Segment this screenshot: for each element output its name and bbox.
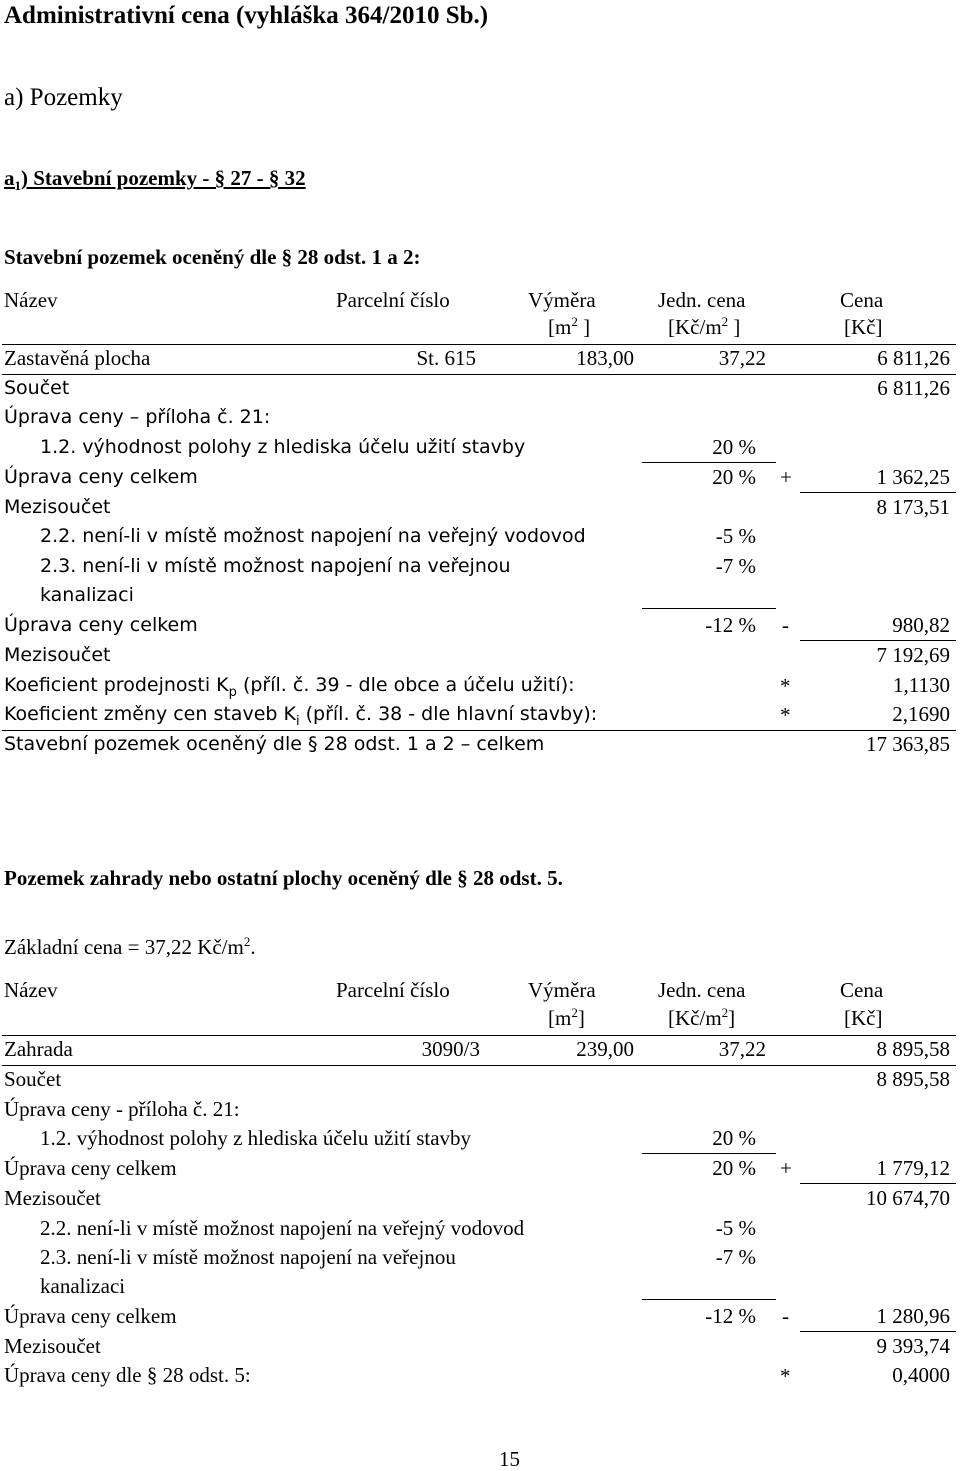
table-row-rule	[2, 374, 956, 375]
percent-rule	[642, 608, 776, 609]
header-cena-unit: [Kč]	[844, 315, 883, 339]
row-cena: 8 895,58	[876, 1037, 950, 1061]
block1-heading: Stavební pozemek oceněný dle § 28 odst. 1 a 2:	[4, 245, 421, 269]
section-heading: a) Pozemky	[4, 84, 123, 111]
item-2-3: 2.3. není-li v místě možnost napojení na veřejnou	[40, 1245, 456, 1269]
uprava-celkem-percent: 20 %	[712, 465, 756, 489]
mezisoucet-label: Mezisoučet	[4, 1334, 101, 1358]
item-1-2: 1.2. výhodnost polohy z hlediska účelu užití stavby	[40, 1126, 472, 1150]
header-jedn-cena: Jedn. cena	[658, 978, 746, 1002]
plus-sign: +	[780, 465, 792, 489]
block1-total-label: Stavební pozemek oceněný dle § 28 odst. 1 a 2 – celkem	[4, 733, 545, 755]
uprava-celkem-value: 1 280,96	[876, 1304, 950, 1328]
item-2-2-percent: -5 %	[715, 1216, 756, 1240]
document-title: Administrativní cena (vyhláška 364/2010 Sb.)	[4, 2, 489, 29]
mezisoucet-value: 7 192,69	[876, 643, 950, 667]
header-nazev: Název	[4, 978, 58, 1002]
header-jedn-cena-unit: [$Kč/m^2$ ]	[668, 314, 741, 339]
uprava-celkem-label: Úprava ceny celkem	[4, 1156, 177, 1180]
row-vymera: 183,00	[576, 346, 634, 370]
uprava-celkem-label: Úprava ceny celkem	[4, 466, 198, 488]
minus-sign: -	[782, 1304, 789, 1328]
item-2-3-continuation: kanalizaci	[40, 584, 134, 606]
soucet-label: Součet	[4, 1067, 62, 1091]
minus-sign: -	[782, 613, 789, 637]
table-header-rule	[2, 1035, 956, 1036]
header-parcelni-cislo: Parcelní číslo	[336, 288, 450, 312]
koeficient-zmeny-cen-label: Koeficient změny cen staveb $K_i$ (příl. č. 38 - dle hlavní stavby):	[4, 703, 598, 729]
multiply-sign: *	[780, 674, 791, 698]
table-header-rule	[2, 344, 956, 345]
header-parcelni-cislo: Parcelní číslo	[336, 978, 450, 1002]
zakladni-cena: Základní cena = 37,22 $Kč/m^2$.	[4, 934, 256, 959]
item-1-2-percent: 20 %	[712, 1126, 756, 1150]
item-2-2: 2.2. není-li v místě možnost napojení na veřejný vodovod	[40, 525, 586, 547]
mezisoucet-value: 9 393,74	[876, 1334, 950, 1358]
item-2-2-percent: -5 %	[715, 524, 756, 548]
mezisoucet-value: 10 674,70	[866, 1186, 950, 1210]
item-1-2: 1.2. výhodnost polohy z hlediska účelu užití stavby	[40, 436, 526, 458]
percent-rule	[642, 1299, 776, 1300]
header-vymera-unit: $[m^2]$	[548, 1005, 585, 1030]
row-parcelni-cislo: St. 615	[416, 346, 476, 370]
soucet-value: 6 811,26	[877, 376, 950, 400]
row-cena: 6 811,26	[877, 346, 950, 370]
uprava-dle-odst5-value: 0,4000	[892, 1363, 950, 1387]
koeficient-zmeny-cen-value: 2,1690	[892, 702, 950, 726]
plus-sign: +	[780, 1156, 792, 1180]
uprava-celkem-value: 980,82	[892, 613, 950, 637]
header-jedn-cena-unit: $[Kč/m^2]$	[668, 1005, 736, 1030]
total-rule	[2, 730, 956, 731]
mezisoucet-value: 8 173,51	[876, 495, 950, 519]
koeficient-prodejnosti-value: 1,1130	[893, 673, 950, 697]
row-nazev: Zastavěná plocha	[4, 346, 151, 370]
header-cena: Cena	[840, 978, 884, 1002]
item-1-2-percent: 20 %	[712, 435, 756, 459]
uprava-ceny-label: Úprava ceny - příloha č. 21:	[4, 1097, 240, 1121]
item-2-3-percent: -7 %	[715, 554, 756, 578]
uprava-celkem-percent: -12 %	[705, 1304, 756, 1328]
block2-heading: Pozemek zahrady nebo ostatní plochy oceněný dle § 28 odst. 5.	[4, 866, 563, 890]
uprava-celkem-value: 1 779,12	[876, 1156, 950, 1180]
header-cena: Cena	[840, 288, 884, 312]
header-vymera-unit: [$m^2$ ]	[548, 314, 591, 339]
uprava-dle-odst5-label: Úprava ceny dle § 28 odst. 5:	[4, 1363, 251, 1387]
item-2-3-continuation: kanalizaci	[40, 1274, 126, 1298]
soucet-label: Součet	[4, 377, 70, 399]
header-jedn-cena: Jedn. cena	[658, 288, 746, 312]
value-rule	[800, 1183, 956, 1184]
row-jedn-cena: 37,22	[718, 346, 766, 370]
subsection-heading: $a_1$) Stavební pozemky - § 27 - § 32	[4, 166, 306, 194]
header-vymera: Výměra	[528, 978, 596, 1002]
page-number: 15	[499, 1447, 520, 1471]
row-vymera: 239,00	[576, 1037, 634, 1061]
multiply-sign: *	[780, 1364, 791, 1388]
header-vymera: Výměra	[528, 288, 596, 312]
header-cena-unit: [Kč]	[844, 1006, 883, 1030]
uprava-celkem-percent: 20 %	[712, 1156, 756, 1180]
multiply-sign: *	[780, 703, 791, 727]
value-rule	[800, 640, 956, 641]
row-jedn-cena: 37,22	[718, 1037, 766, 1061]
percent-rule	[642, 1153, 776, 1154]
item-2-3-percent: -7 %	[715, 1245, 756, 1269]
uprava-celkem-label: Úprava ceny celkem	[4, 1304, 177, 1328]
mezisoucet-label: Mezisoučet	[4, 1186, 101, 1210]
item-2-2: 2.2. není-li v místě možnost napojení na veřejný vodovod	[40, 1216, 525, 1240]
uprava-celkem-label: Úprava ceny celkem	[4, 614, 198, 636]
uprava-ceny-label: Úprava ceny – příloha č. 21:	[4, 406, 271, 428]
item-2-3: 2.3. není-li v místě možnost napojení na veřejnou	[40, 555, 511, 577]
uprava-celkem-value: 1 362,25	[876, 465, 950, 489]
header-nazev: Název	[4, 288, 58, 312]
value-rule	[800, 1331, 956, 1332]
value-rule	[800, 492, 956, 493]
percent-rule	[642, 462, 776, 463]
table-row-rule	[2, 1065, 956, 1066]
row-nazev: Zahrada	[4, 1037, 73, 1061]
uprava-celkem-percent: -12 %	[705, 613, 756, 637]
block1-total-value: 17 363,85	[866, 732, 950, 756]
mezisoucet-label: Mezisoučet	[4, 496, 111, 518]
soucet-value: 8 895,58	[876, 1067, 950, 1091]
koeficient-prodejnosti-label: Koeficient prodejnosti $K_p$ (příl. č. 39 - dle obce a účelu užití):	[4, 674, 575, 700]
mezisoucet-label: Mezisoučet	[4, 644, 111, 666]
row-parcelni-cislo: 3090/3	[421, 1037, 480, 1061]
